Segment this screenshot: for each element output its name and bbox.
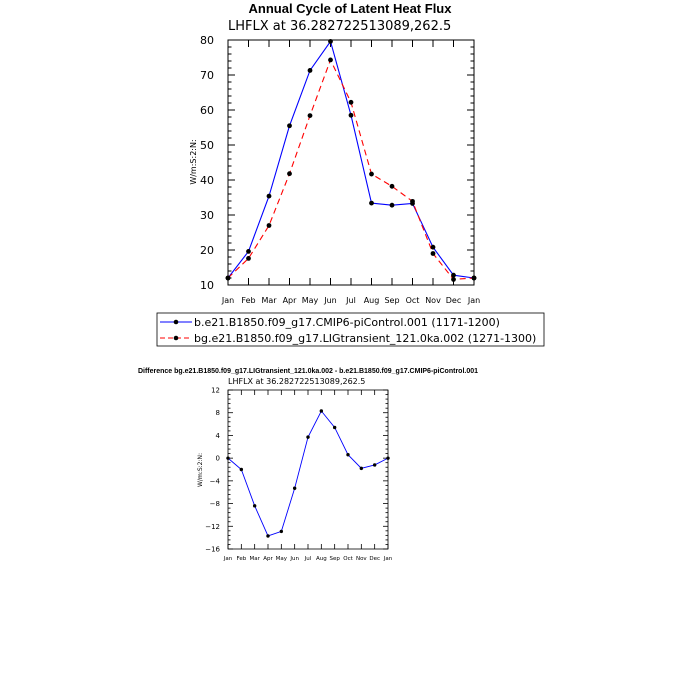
y-tick-label: 40	[200, 174, 214, 187]
chart2-subtitle: LHFLX at 36.282722513089,262.5	[228, 377, 366, 386]
data-point-series-1	[253, 504, 256, 507]
data-point-series-1	[280, 530, 283, 533]
data-point-series-1	[349, 113, 354, 118]
y-tick-label: 8	[215, 409, 220, 418]
x-tick-label: Nov	[425, 296, 441, 305]
x-tick-label: Jun	[324, 296, 337, 305]
data-point-series-1	[333, 426, 336, 429]
data-point-series-2	[287, 171, 292, 176]
chart1-plot-frame	[228, 40, 474, 285]
y-tick-label: −8	[209, 500, 220, 509]
data-point-series-1	[226, 456, 229, 459]
x-tick-label: Feb	[236, 556, 247, 562]
data-point-series-2	[431, 251, 436, 256]
chart1-subtitle: LHFLX at 36.282722513089,262.5	[228, 19, 452, 34]
x-tick-label: Jul	[346, 296, 356, 305]
x-tick-label: May	[275, 556, 288, 562]
chart2-plot-frame	[228, 390, 388, 549]
x-tick-label: May	[301, 296, 319, 305]
y-tick-label: 60	[200, 104, 214, 117]
series-line-2	[228, 60, 474, 279]
y-tick-label: 80	[200, 34, 214, 47]
y-tick-label: 4	[215, 431, 220, 440]
chart2-title: Difference bg.e21.B1850.f09_g17.LIGtransient_121.0ka.002 - b.e21.B1850.f09_g17.CMIP6-piControl.001	[137, 368, 479, 375]
x-tick-label: Apr	[282, 296, 297, 305]
y-tick-label: 10	[200, 279, 214, 292]
y-tick-label: 20	[200, 244, 214, 257]
legend-label-series-2: bg.e21.B1850.f09_g17.LIGtransient_121.0ka.002 (1271-1300)	[194, 332, 537, 345]
data-point-series-1	[246, 249, 251, 254]
y-tick-label: 0	[215, 454, 220, 463]
x-tick-label: Jan	[467, 296, 481, 305]
x-tick-label: Aug	[315, 556, 327, 562]
chart2-axes	[205, 387, 393, 563]
legend-marker-series-1	[174, 320, 179, 325]
data-point-series-2	[308, 113, 313, 118]
data-point-series-2	[451, 277, 456, 282]
data-point-series-2	[369, 172, 374, 177]
x-tick-label: Nov	[355, 556, 367, 562]
x-tick-label: Mar	[249, 556, 260, 562]
x-tick-label: Jun	[290, 556, 299, 562]
data-point-series-2	[390, 184, 395, 189]
data-point-series-2	[410, 199, 415, 204]
data-point-series-2	[267, 223, 272, 228]
x-tick-label: Mar	[261, 296, 277, 305]
x-tick-label: Dec	[369, 556, 380, 562]
chart1-series-group	[226, 39, 477, 282]
chart1-title: Annual Cycle of Latent Heat Flux	[248, 1, 452, 16]
data-point-series-2	[349, 100, 354, 105]
x-tick-label: Aug	[363, 296, 380, 305]
data-point-series-1	[308, 68, 313, 73]
data-point-series-1	[373, 463, 376, 466]
data-point-series-1	[328, 39, 333, 44]
data-point-series-2	[472, 276, 477, 281]
data-point-series-2	[328, 58, 333, 63]
x-tick-label: Apr	[263, 556, 273, 562]
data-point-series-2	[226, 276, 231, 281]
data-point-series-1	[386, 456, 389, 459]
data-point-series-1	[451, 273, 456, 278]
y-tick-label: 30	[200, 209, 214, 222]
data-point-series-1	[266, 534, 269, 537]
x-tick-label: Oct	[405, 296, 420, 305]
x-tick-label: Jan	[221, 296, 235, 305]
y-tick-label: 50	[200, 139, 214, 152]
data-point-series-1	[390, 203, 395, 208]
y-tick-label: −4	[209, 477, 220, 486]
y-tick-label: 12	[211, 386, 220, 395]
data-point-series-1	[240, 468, 243, 471]
data-point-series-1	[293, 487, 296, 490]
data-point-series-1	[360, 467, 363, 470]
x-tick-label: Dec	[445, 296, 462, 305]
x-tick-label: Feb	[241, 296, 256, 305]
data-point-series-1	[346, 453, 349, 456]
chart2-y-axis-label: W/m:S:2:N:	[197, 453, 204, 487]
y-tick-label: −16	[205, 545, 220, 554]
x-tick-label: Jan	[383, 556, 393, 562]
chart2-series-group	[226, 409, 389, 537]
data-point-series-1	[267, 194, 272, 199]
data-point-series-2	[246, 256, 251, 261]
x-tick-label: Sep	[329, 556, 340, 562]
data-point-series-1	[287, 123, 292, 128]
y-tick-label: 70	[200, 69, 214, 82]
series-line-1	[228, 411, 388, 536]
data-point-series-1	[320, 409, 323, 412]
series-line-1	[228, 41, 474, 278]
data-point-series-1	[369, 201, 374, 206]
y-tick-label: −12	[205, 522, 220, 531]
x-tick-label: Oct	[343, 556, 353, 562]
legend-marker-series-2	[174, 336, 179, 341]
legend-label-series-1: b.e21.B1850.f09_g17.CMIP6-piControl.001 (1171-1200)	[194, 316, 500, 329]
x-tick-label: Sep	[384, 296, 400, 305]
chart1-y-axis-label: W/m:S:2:N:	[189, 139, 198, 185]
data-point-series-1	[306, 435, 309, 438]
data-point-series-1	[431, 245, 436, 250]
x-tick-label: Jan	[223, 556, 233, 562]
x-tick-label: Jul	[304, 556, 312, 562]
